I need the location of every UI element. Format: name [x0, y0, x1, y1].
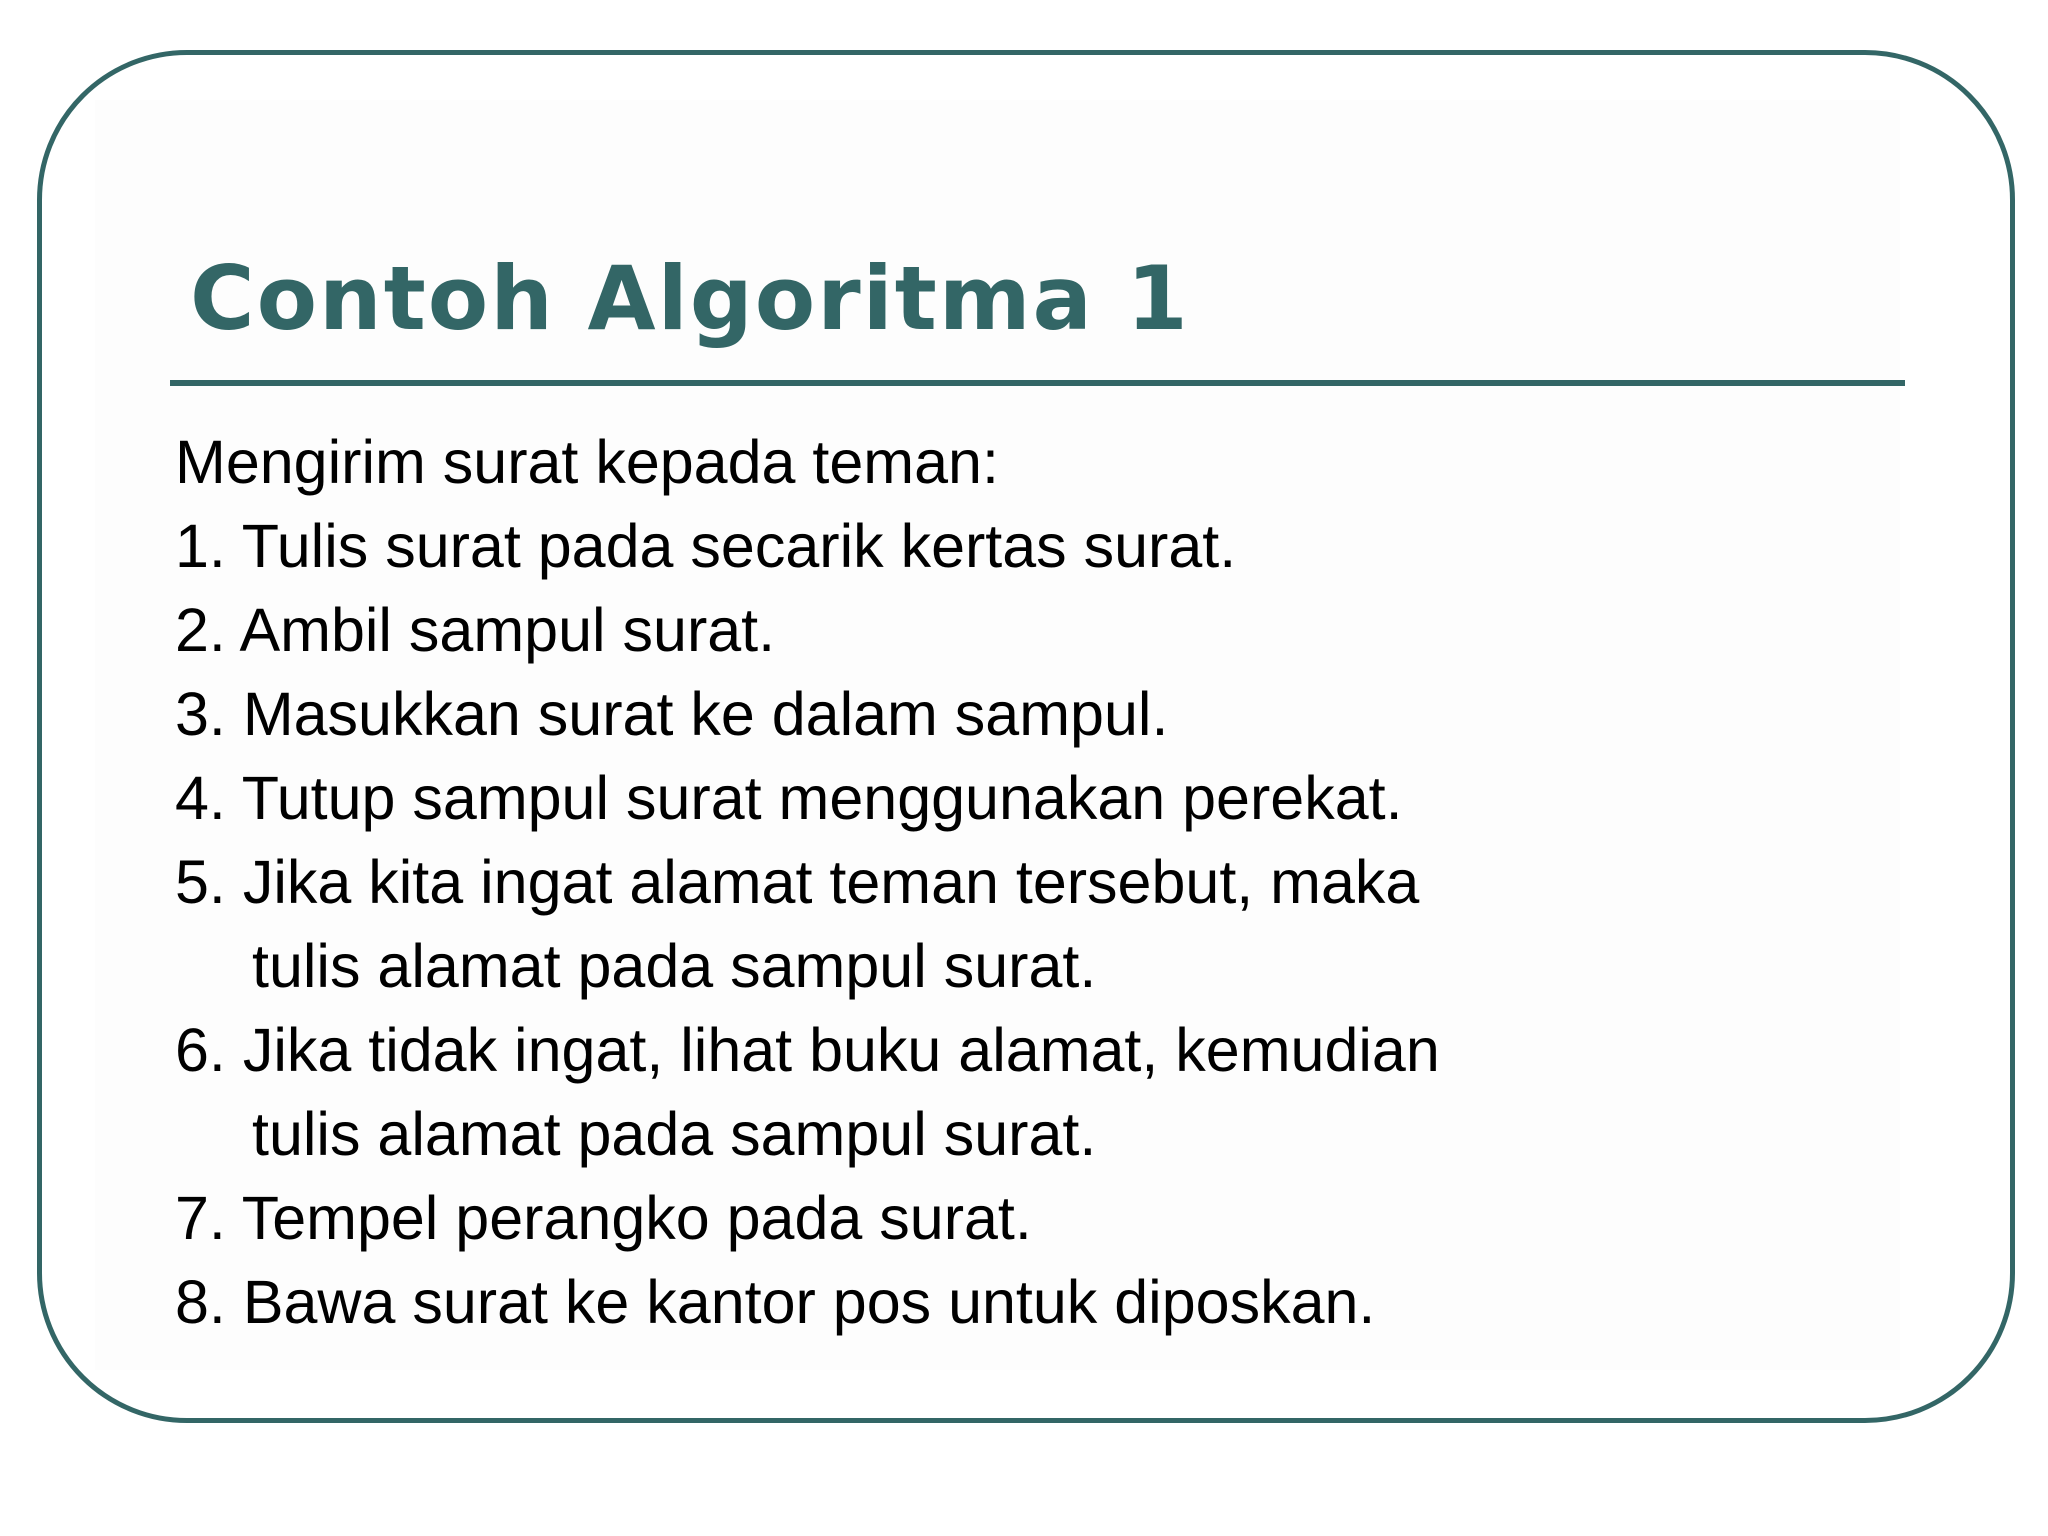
- slide-body: [175, 420, 1875, 1344]
- title-underline: [170, 380, 1905, 386]
- step-2: 2. Ambil sampul surat.: [175, 596, 776, 664]
- step-6-continued: tulis alamat pada sampul surat.: [252, 1100, 1097, 1168]
- step-7: 7. Tempel perangko pada surat.: [175, 1184, 1032, 1252]
- step-5-continued: tulis alamat pada sampul surat.: [252, 932, 1097, 1000]
- intro-text: Mengirim surat kepada teman:: [175, 428, 999, 496]
- step-4: 4. Tutup sampul surat menggunakan perekat.: [175, 764, 1403, 832]
- slide-title: Contoh Algoritma 1: [190, 247, 1190, 350]
- step-1: 1. Tulis surat pada secarik kertas surat.: [175, 512, 1237, 580]
- step-3: 3. Masukkan surat ke dalam sampul.: [175, 680, 1169, 748]
- step-5: 5. Jika kita ingat alamat teman tersebut, maka: [175, 848, 1420, 916]
- step-8: 8. Bawa surat ke kantor pos untuk diposkan.: [175, 1268, 1376, 1336]
- step-6: 6. Jika tidak ingat, lihat buku alamat, kemudian: [175, 1016, 1440, 1084]
